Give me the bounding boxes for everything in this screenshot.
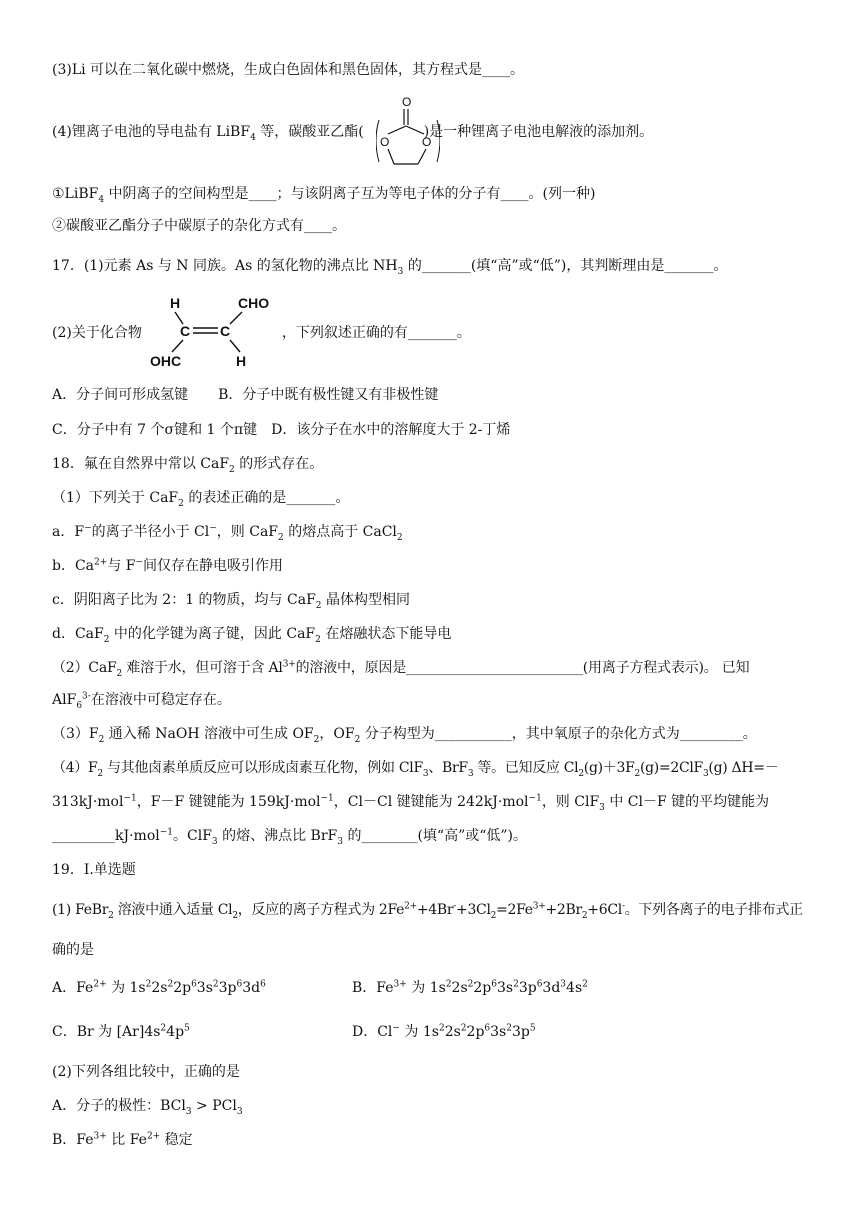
q19-part2-option-a: A．分子的极性：BCl$_3$ > PCl$_3$ [52, 1098, 243, 1117]
q19-title: 19．I.单选题 [52, 862, 136, 878]
q19-part2: (2)下列各组比较中，正确的是 [52, 1064, 240, 1080]
q18-intro: 18．氟在自然界中常以 CaF$_2$ 的形式存在。 [52, 456, 324, 475]
mol-h-bottom: H [236, 353, 247, 369]
q19-option-c: C．Br 为 $[Ar]4s^24p^5$ [52, 1023, 190, 1040]
q18-part4-line3: _________kJ·mol$^{-1}$。ClF$_3$ 的熔、沸点比 BrF$_3$ 的________(填“高”或“低”)。 [52, 827, 528, 847]
q18-option-a: a．F−的离子半径小于 Cl−，则 CaF$_2$ 的熔点高于 CaCl$_2$ [52, 523, 403, 543]
mol-oxygen-right: O [422, 135, 432, 149]
q19-part1: (1) FeBr$_2$ 溶液中通入适量 $Cl_2$，反应的离子方程式为 $2Fe^{2+}+4Br^-+3Cl_2=2Fe^{3+}+2Br_2+6Cl^-$。下列各离子的电子排布式正 [52, 901, 803, 921]
mol-carbon-right: C [220, 323, 231, 339]
mol-h-top: H [170, 295, 181, 311]
q19-part2-option-b: B．$Fe^{3+}$ 比 $Fe^{2+}$ 稳定 [52, 1131, 193, 1148]
q17-part2: (2)关于化合物 ，下列叙述正确的有_______。 [52, 325, 471, 341]
q17-options-row2: C．分子中有 7 个σ键和 1 个π键 D．该分子在水中的溶解度大于 2-丁烯 [52, 422, 511, 438]
q18-option-b: b．$Ca^{2+}$与 F−间仅存在静电吸引作用 [52, 557, 284, 574]
q19-option-d: D．Cl− 为 $1s^22s^22p^63s^23p^5$ [352, 1023, 536, 1040]
q18-part3: $(3)F_2$ 通入稀 NaOH 溶液中可生成 $OF_2$，$OF_2$ 分子构型为___________，其中氧原子的杂化方式为_________。 [52, 726, 757, 745]
q17-options-row1: A．分子间可形成氢键 B．分子中既有极性键又有非极性键 [52, 387, 439, 403]
q18-part2-line2: AlF$_6^{3-}$在溶液中可稳定存在。 [52, 691, 231, 711]
q16-part3: (3)Li 可以在二氧化碳中燃烧，生成白色固体和黑色固体，其方程式是____。 [52, 62, 525, 78]
q18-part1: （1）下列关于 CaF$_2$ 的表述正确的是_______。 [52, 490, 350, 509]
q18-part2: （2）CaF$_2$ 难溶于水，但可溶于含 $Al^{3+}$的溶液中，原因是__________________________(用离子方程式表示)。 已知 [52, 659, 750, 679]
q17-part1: 17．(1)元素 As 与 N 同族。As 的氢化物的沸点比 $NH_3$ 的_______(填“高”或“低”)，其判断理由是_______。 [52, 258, 728, 277]
q19-part1-line2: 确的是 [52, 942, 94, 958]
ethylene-carbonate-structure [376, 92, 440, 172]
q18-part4: $(4)F_2$ 与其他卤素单质反应可以形成卤素互化物，例如 ClF$_3$、BrF$_3$ 等。已知反应 $Cl_2(g)+3F_2(g)=2ClF_3(g)$ ΔH=－ [52, 760, 779, 779]
mol-ohc-bottom: OHC [150, 353, 182, 369]
q19-option-a: A．$Fe^{2+}$ 为 $1s^22s^22p^63s^23p^63d^6$ [52, 979, 266, 996]
mol-carbon-left: C [180, 323, 191, 339]
mol-oxygen-left: O [380, 135, 390, 149]
mol-oxygen-top: O [402, 95, 412, 109]
q18-part4-line2: 313kJ·mol$^{-1}$，F－F 键键能为 159kJ·mol$^{-1}$，Cl－Cl 键键能为 242kJ·mol$^{-1}$，则 ClF$_3$ 中 Cl－F 键的平均键能为 [52, 793, 770, 813]
q18-option-d: d．CaF$_2$ 中的化学键为离子键，因此 CaF$_2$ 在熔融状态下能导电 [52, 626, 452, 645]
q19-option-b: B．$Fe^{3+}$ 为 $1s^22s^22p^63s^23p^63d^34s^2$ [352, 979, 588, 996]
q16-sub2: ②碳酸亚乙酯分子中碳原子的杂化方式有____。 [52, 218, 346, 234]
butenedial-structure [148, 290, 288, 370]
q18-option-c: c．阴阳离子比为 2：1 的物质，均与 CaF$_2$ 晶体构型相同 [52, 592, 410, 611]
q16-part4: (4)锂离子电池的导电盐有 LiBF$_4$ 等，碳酸亚乙酯( )是一种锂离子电池电解液的添加剂。 [52, 124, 654, 143]
mol-cho-top: CHO [238, 295, 270, 311]
q16-sub1: ①LiBF$_4$ 中阴离子的空间构型是____；与该阴离子互为等电子体的分子有____。(列一种) [52, 186, 596, 205]
